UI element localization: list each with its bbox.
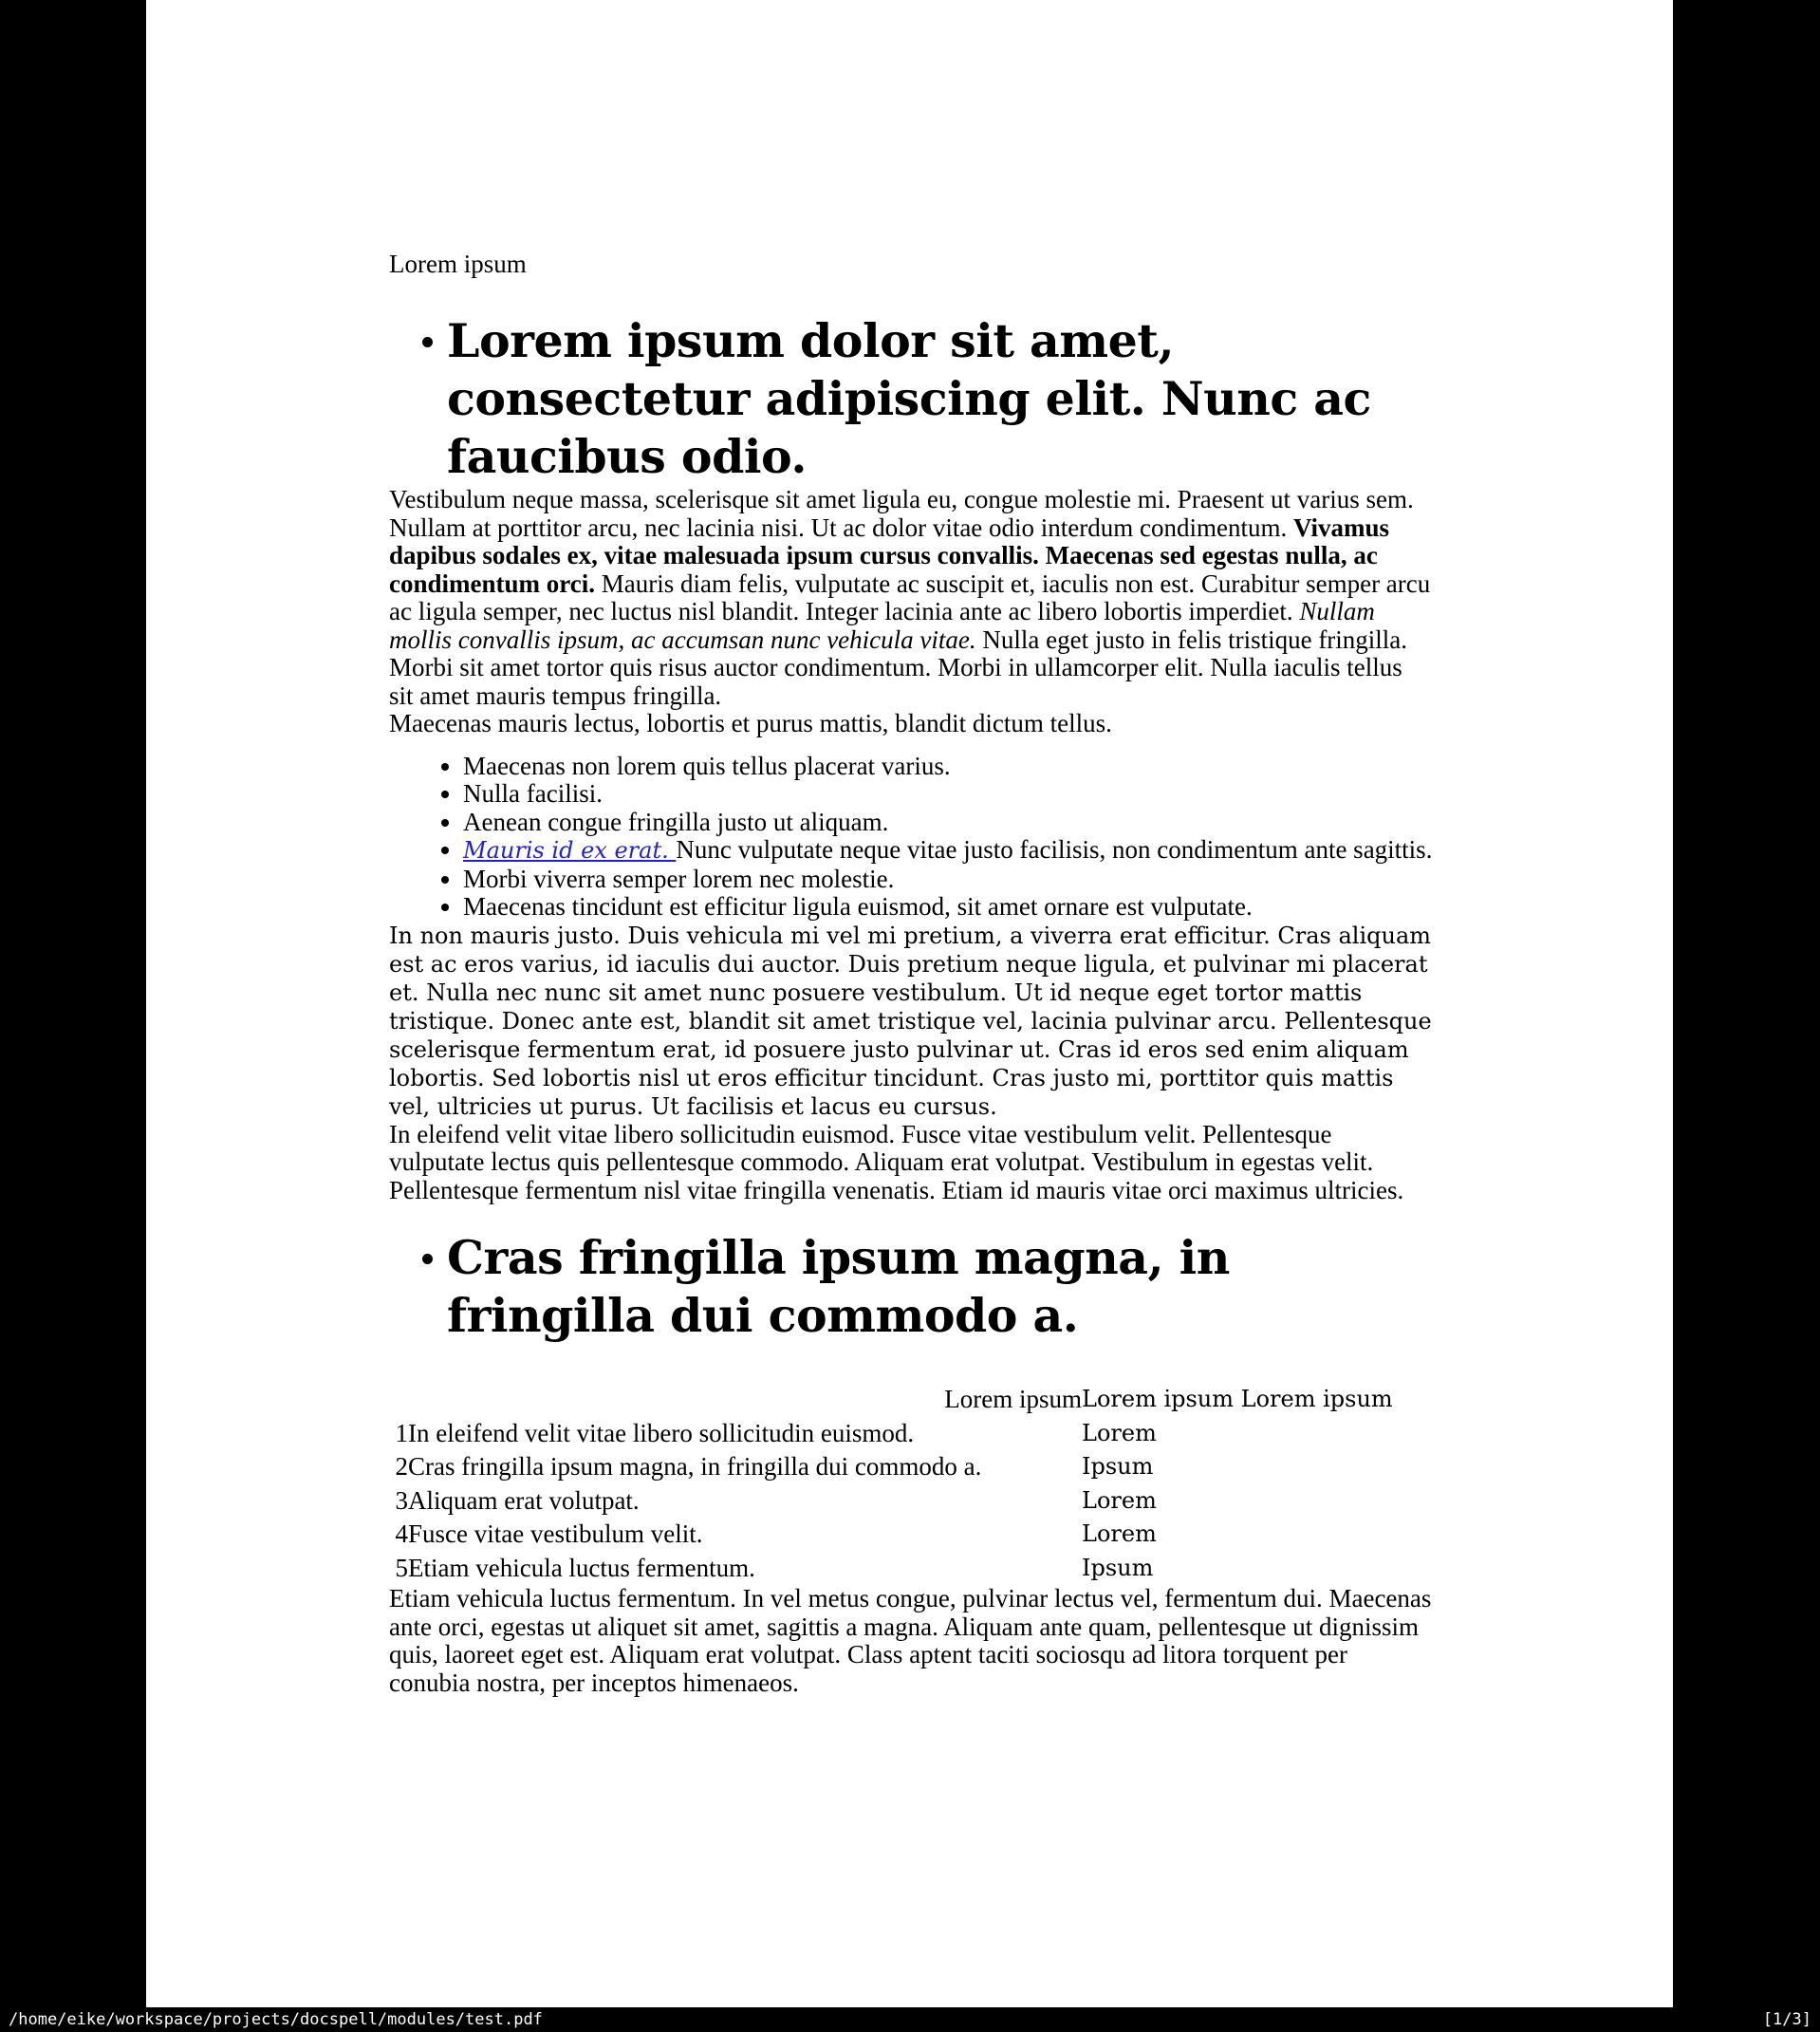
table-row [389,1484,1393,1519]
para1-segment-1: Vestibulum neque massa, scelerisque sit amet ligula eu, congue molestie mi. Praesent ut varius sem. Nullam at porttitor arcu, nec lacinia nisi. Ut ac dolor vitae odio interdum condimentum. [389,485,1414,542]
row-value: Lorem [1082,1520,1157,1547]
document-content [389,251,1433,1697]
row-number: 4 [395,1519,408,1548]
para1-italic-segment: Nullam mollis convallis ipsum, ac accumsan nunc vehicula vitae. [389,597,1375,654]
paragraph-2: Maecenas mauris lectus, lobortis et purus mattis, blandit dictum tellus. [389,709,1112,737]
row-value: Ipsum [1082,1554,1154,1581]
data-table [389,1383,1393,1585]
table-row [389,1417,1393,1451]
paragraph-4: In eleifend velit vitae libero sollicitudin euismod. Fusce vitae vestibulum velit. Pellentesque vulputate lectus quis pellentesque commodo. Aliquam erat volutpat. Vestibulum in egestas velit. Pellentesque fermentum nisl vitae fringilla venenatis. Etiam id mauris vitae orci maximus ultricies. [389,1119,1404,1204]
table-row [389,1518,1393,1552]
paragraph-5: Etiam vehicula luctus fermentum. In vel metus congue, pulvinar lectus vel, fermentum dui. Maecenas ante orci, egestas ut aliquet sit amet, sagittis a magna. Aliquam ante quam, pellentesque ut dignissim quis, laoreet eget est. Aliquam erat volutpat. Class aptent taciti sociosqu ad litora torquent per conubia nostra, per inceptos himenaeos. [389,1584,1432,1697]
table-header-left: Lorem ipsum [944,1385,1082,1413]
intro-label: Lorem ipsum [389,250,527,278]
paragraph-3: In non mauris justo. Duis vehicula mi vel mi pretium, a viverra erat efficitur. Cras aliquam est ac eros varius, id iaculis dui auctor. Duis pretium neque ligula, et pulvinar mi placerat et. Nulla nec nunc sit amet nunc posuere vestibulum. Ut id neque eget tortor mattis tristique. Donec ante est, blandit sit amet tristique vel, lacinia pulvinar arcu. Pellentesque scelerisque fermentum erat, id posuere justo pulvinar ut. Cras id eros sed enim aliquam lobortis. Sed lobortis nisl ut eros efficitur tincidunt. Cras justo mi, porttitor quis mattis vel, ultricies ut purus. Ut facilisis et lacus eu cursus. [389,922,1432,1120]
list-item: • Nulla facilisi. [463,780,1433,809]
list-item: • Aenean congue fringilla justo ut aliquam. [463,809,1433,837]
heading-2-text: Cras fringilla ipsum magna, in fringilla dui commodo a. [447,1230,1230,1343]
para1-bold-segment: Vivamus dapibus sodales ex, vitae malesuada ipsum cursus convallis. Maecenas sed egestas nulla, ac condimentum orci. [389,513,1390,598]
heading-bullet-icon [422,1254,433,1264]
list-item-link-rest: Nunc vulputate neque vitae justo facilisis, non condimentum ante sagittis. [676,835,1433,864]
list-item-link[interactable]: Mauris id ex erat. [463,837,677,864]
list-item: • Maecenas tincidunt est efficitur ligula euismod, sit amet ornare est vulputate. [463,893,1433,922]
row-description: Aliquam erat volutpat. [408,1485,640,1515]
row-description: Fusce vitae vestibulum velit. [408,1519,703,1548]
row-value: Lorem [1082,1419,1157,1446]
row-number: 3 [395,1485,408,1515]
page-indicator: [1/3] [1762,2010,1811,2029]
heading-1 [447,312,1434,486]
row-description: Cras fringilla ipsum magna, in fringilla dui commodo a. [408,1452,982,1481]
list-item [463,836,1433,866]
file-path: /home/eike/workspace/projects/docspell/modules/test.pdf [9,2010,543,2029]
table-row [389,1450,1393,1484]
list-item: • Maecenas non lorem quis tellus placerat varius. [463,753,1433,781]
row-number: 5 [395,1553,408,1582]
table-header-right: Lorem ipsum Lorem ipsum [1082,1386,1393,1412]
row-value: Lorem [1082,1486,1157,1514]
row-number: 1 [395,1418,408,1447]
heading-2 [447,1229,1434,1345]
document-page[interactable] [146,0,1673,2007]
row-value: Ipsum [1082,1453,1154,1480]
paragraph-1 [389,486,1433,710]
table-row [389,1552,1393,1586]
table-header-row [389,1383,1393,1417]
para1-segment-5: Nulla eget justo in felis tristique fringilla. Morbi sit amet tortor quis risus auctor condimentum. Morbi in ullamcorper elit. Nulla iaculis tellus sit amet mauris tempus fringilla. [389,625,1408,710]
row-description: Etiam vehicula luctus fermentum. [408,1553,755,1582]
heading-1-text: Lorem ipsum dolor sit amet, consectetur adipiscing elit. Nunc ac faucibus odio. [447,313,1371,484]
para1-segment-3: Mauris diam felis, vulputate ac suscipit et, iaculis non est. Curabitur semper arcu ac ligula semper, nec luctus nisl blandit. Integer lacinia ante ac libero lobortis imperdiet. [389,569,1431,625]
status-bar [0,2007,1820,2032]
list-item: • Morbi viverra semper lorem nec molestie. [463,866,1433,894]
feature-list [389,753,1433,922]
row-number: 2 [395,1452,408,1481]
row-description: In eleifend velit vitae libero sollicitudin euismod. [408,1418,915,1447]
heading-bullet-icon [422,337,433,347]
